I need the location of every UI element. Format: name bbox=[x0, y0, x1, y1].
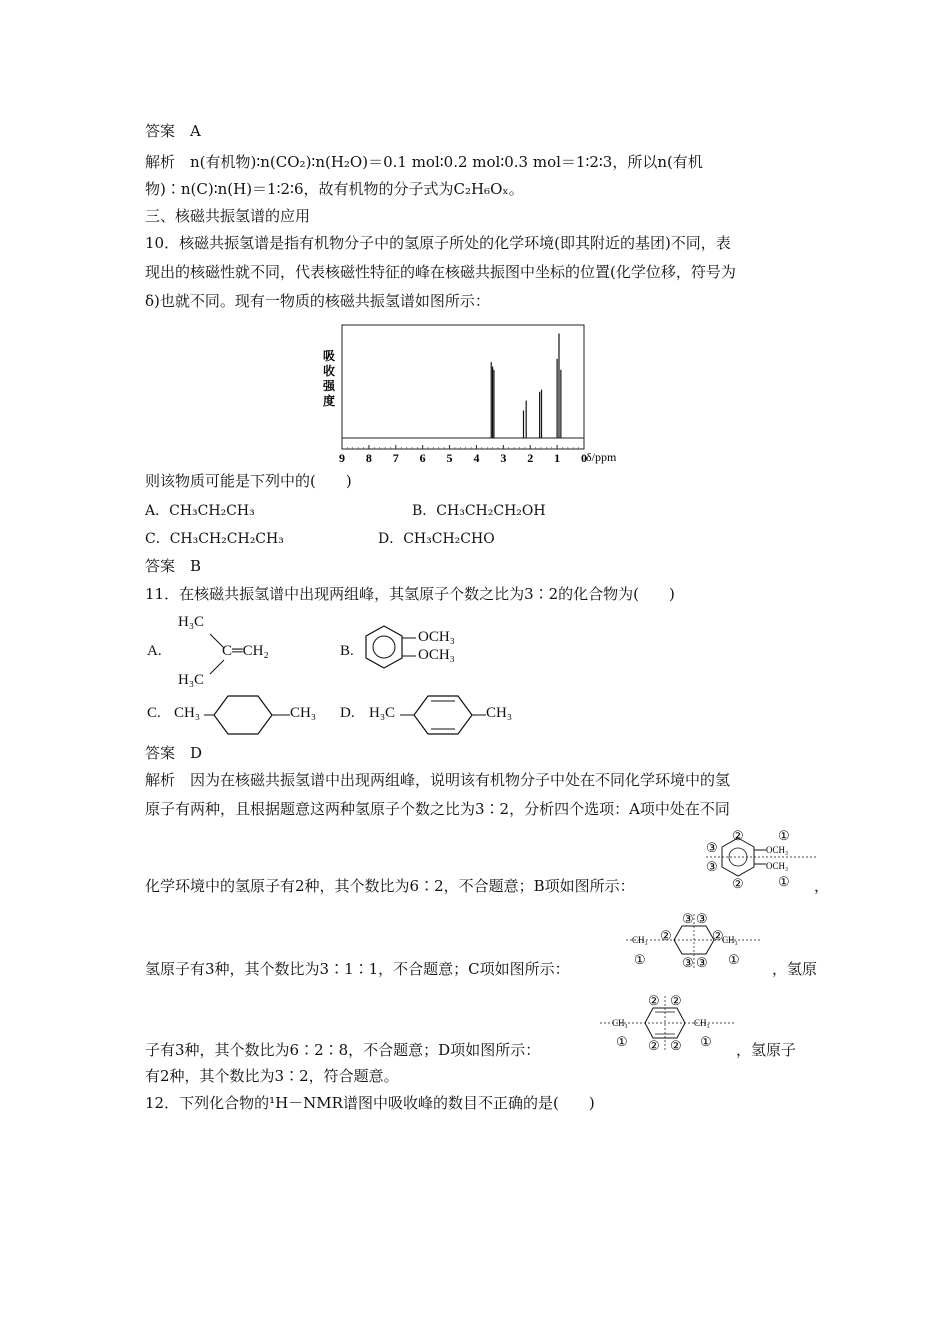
svg-text:②: ② bbox=[670, 1038, 682, 1053]
svg-text:①: ① bbox=[634, 952, 646, 967]
x-tick-label: 0 bbox=[581, 451, 587, 465]
x-tick-label: 3 bbox=[500, 451, 507, 465]
x-tick-label: 5 bbox=[446, 451, 453, 465]
svg-text:③: ③ bbox=[696, 955, 708, 970]
svg-text:OCH₃: OCH₃ bbox=[766, 845, 789, 855]
struct-b-benzene bbox=[362, 624, 422, 684]
svg-text:③: ③ bbox=[706, 859, 718, 874]
struct-d-left-ch3: H₃C bbox=[369, 705, 396, 721]
x-tick-label: 2 bbox=[527, 451, 534, 465]
x-tick-label: 9 bbox=[339, 451, 345, 465]
svg-text:①: ① bbox=[728, 952, 740, 967]
analysis2-line-2: 原子有两种，且根据题意这两种氢原子个数之比为3∶2，分析四个选项：A项中处在不同 bbox=[145, 800, 730, 818]
chart-frame bbox=[342, 325, 584, 449]
answer-a: 答案 A bbox=[145, 122, 201, 140]
analysis2-line-1: 解析 因为在核磁共振氢谱中出现两组峰，说明该有机物分子中处在不同化学环境中的氢 bbox=[145, 771, 731, 789]
q11-stem: 11．在核磁共振氢谱中出现两组峰，其氢原子个数之比为3∶2的化合物为( ) bbox=[145, 585, 675, 603]
x-tick-label: 8 bbox=[365, 451, 372, 465]
svg-text:①: ① bbox=[778, 874, 790, 889]
q11-label-b: B. bbox=[340, 643, 354, 659]
svg-text:①: ① bbox=[778, 828, 790, 843]
x-tick-label: 7 bbox=[392, 451, 399, 465]
svg-text:CH₃: CH₃ bbox=[722, 935, 738, 945]
struct-c-right-ch3: CH₃ bbox=[290, 705, 317, 721]
struct-c-left-ch3: CH₃ bbox=[174, 705, 201, 721]
q10-option-b: B．CH₃CH₂CH₂OH bbox=[412, 503, 546, 519]
svg-text:OCH₃: OCH₃ bbox=[766, 861, 789, 871]
q10-line-3: δ)也就不同。现有一物质的核磁共振氢谱如图所示： bbox=[145, 292, 490, 310]
nmr-spectrum-chart bbox=[318, 318, 638, 468]
svg-text:②: ② bbox=[712, 928, 724, 943]
q10-line-2: 现出的核磁性就不同，代表核磁性特征的峰在核磁共振图中坐标的位置(化学位移，符号为 bbox=[145, 263, 736, 281]
struct-b-och3-bottom: OCH₃ bbox=[418, 647, 455, 663]
x-tick-label: 4 bbox=[473, 451, 480, 465]
q11-label-c: C. bbox=[147, 705, 161, 721]
analysis2-line-4-end: ，氢原 bbox=[772, 960, 818, 978]
q10-option-a: A．CH₃CH₂CH₃ bbox=[145, 503, 255, 519]
chart-xunit: δ/ppm bbox=[586, 450, 617, 464]
section-heading: 三、核磁共振氢谱的应用 bbox=[145, 207, 311, 225]
analysis2-line-6: 有2种，其个数比为3∶2，符合题意。 bbox=[145, 1067, 399, 1085]
svg-text:②: ② bbox=[670, 993, 682, 1008]
chart-ylabel: 吸收强度 bbox=[322, 349, 336, 408]
q11-answer: 答案 D bbox=[145, 744, 203, 762]
struct-b-och3-top: OCH₃ bbox=[418, 629, 455, 645]
svg-text:CH₃: CH₃ bbox=[632, 935, 648, 945]
svg-text:②: ② bbox=[732, 876, 744, 891]
analysis2-line-3: 化学环境中的氢原子有2种，其个数比为6∶2，不合题意；B项如图所示： bbox=[145, 877, 635, 895]
struct-a-mid: C═CH₂ bbox=[222, 643, 269, 659]
analysis2-line-4: 氢原子有3种，其个数比为3∶1∶1，不合题意；C项如图所示： bbox=[145, 960, 570, 978]
q11-label-d: D. bbox=[340, 705, 355, 721]
svg-text:CH₃: CH₃ bbox=[612, 1018, 628, 1028]
struct-a-bottom: H₃C bbox=[178, 672, 205, 688]
q10-option-d: D．CH₃CH₂CHO bbox=[378, 531, 495, 547]
struct-c-cyclohexane bbox=[204, 694, 294, 738]
q10-answer: 答案 B bbox=[145, 557, 202, 575]
struct-a-bonds bbox=[200, 622, 240, 682]
svg-text:②: ② bbox=[648, 993, 660, 1008]
svg-text:③: ③ bbox=[706, 840, 718, 855]
struct-d-benzene bbox=[400, 694, 490, 738]
analysis2-line-3-end: ， bbox=[814, 877, 830, 895]
svg-text:③: ③ bbox=[682, 955, 694, 970]
analysis2-line-5: 子有3种，其个数比为6∶2∶8，不合题意；D项如图所示： bbox=[145, 1041, 541, 1059]
q11-label-a: A. bbox=[147, 643, 162, 659]
svg-text:②: ② bbox=[648, 1038, 660, 1053]
analysis-line-2: 物)∶n(C)∶n(H)＝1∶2∶6，故有机物的分子式为C₂H₆Oₓ。 bbox=[145, 180, 524, 198]
q10-line-1: 10．核磁共振氢谱是指有机物分子中的氢原子所处的化学环境(即其附近的基团)不同，表 bbox=[145, 234, 731, 252]
analysis-figure-b bbox=[700, 826, 820, 896]
svg-text:①: ① bbox=[616, 1034, 628, 1049]
svg-text:③: ③ bbox=[682, 911, 694, 926]
svg-text:CH₃: CH₃ bbox=[694, 1018, 710, 1028]
q12-stem: 12．下列化合物的¹H－NMR谱图中吸收峰的数目不正确的是( ) bbox=[145, 1094, 595, 1112]
svg-text:②: ② bbox=[660, 928, 672, 943]
svg-text:①: ① bbox=[700, 1034, 712, 1049]
svg-text:③: ③ bbox=[696, 911, 708, 926]
analysis-figure-c bbox=[624, 910, 764, 972]
q10-question: 则该物质可能是下列中的( ) bbox=[145, 472, 352, 490]
struct-a-top: H₃C bbox=[178, 614, 205, 630]
analysis-line-1: 解析 n(有机物)∶n(CO₂)∶n(H₂O)＝0.1 mol∶0.2 mol∶0.3 mol＝1∶2∶3，所以n(有机 bbox=[145, 153, 703, 171]
analysis2-line-5-end: ，氢原子 bbox=[736, 1041, 797, 1059]
struct-d-right-ch3: CH₃ bbox=[486, 705, 513, 721]
x-tick-label: 1 bbox=[554, 451, 561, 465]
q10-option-c: C．CH₃CH₂CH₂CH₃ bbox=[145, 531, 284, 547]
svg-text:②: ② bbox=[732, 828, 744, 843]
analysis-figure-d bbox=[598, 990, 738, 1056]
x-tick-label: 6 bbox=[419, 451, 426, 465]
